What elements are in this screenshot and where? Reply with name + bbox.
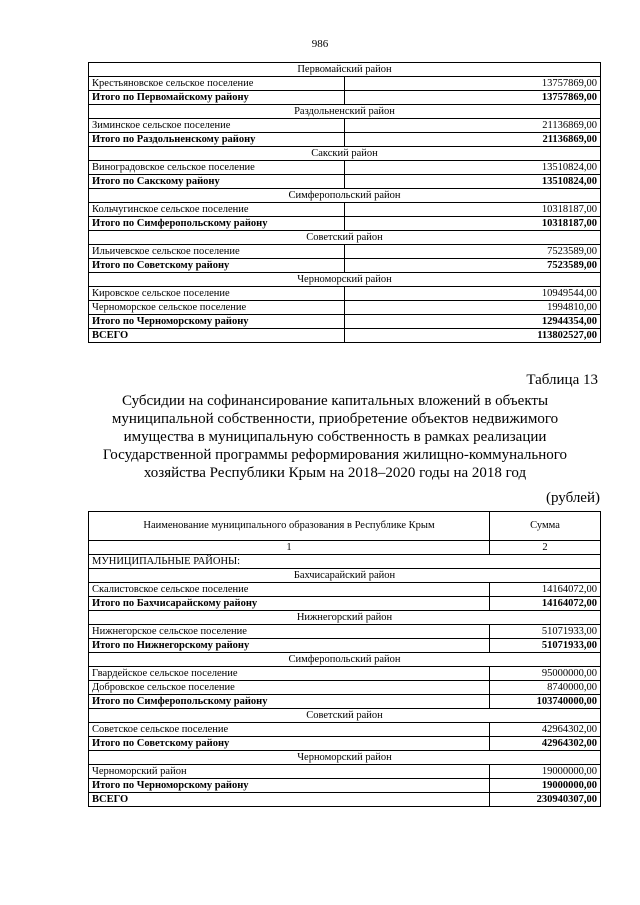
name-cell: Скалистовское сельское поселение: [89, 583, 490, 597]
total-row: [89, 329, 601, 343]
subsidy-table-continued: [88, 62, 601, 343]
table-row: [89, 77, 601, 91]
amount-cell: 13510824,00: [345, 161, 601, 175]
amount-cell: 42964302,00: [490, 737, 601, 751]
table-row: [89, 161, 601, 175]
name-cell: Итого по Симферопольскому району: [89, 217, 345, 231]
region-cell: Нижнегорский район: [89, 611, 601, 625]
amount-cell: 21136869,00: [345, 133, 601, 147]
name-cell: Кировское сельское поселение: [89, 287, 345, 301]
title-line: хозяйства Республики Крым на 2018–2020 годы на 2018 год: [143, 465, 527, 481]
table-row: [89, 583, 601, 597]
total-row: [89, 779, 601, 793]
name-cell: Зиминское сельское поселение: [89, 119, 345, 133]
table-title: [70, 392, 600, 482]
amount-cell: 21136869,00: [345, 119, 601, 133]
amount-cell: 14164072,00: [490, 583, 601, 597]
name-cell: Итого по Раздольненскому району: [89, 133, 345, 147]
region-cell: Симферопольский район: [89, 653, 601, 667]
region-cell: Советский район: [89, 231, 601, 245]
subsidy-table-13: [88, 511, 601, 807]
name-cell: ВСЕГО: [89, 793, 490, 807]
name-cell: Итого по Сакскому району: [89, 175, 345, 189]
table-label: Таблица 13: [526, 372, 598, 388]
table-row: [89, 667, 601, 681]
amount-cell: 12944354,00: [345, 315, 601, 329]
section-cell: МУНИЦИПАЛЬНЫЕ РАЙОНЫ:: [89, 555, 601, 569]
region-row: [89, 147, 601, 161]
name-cell: Гвардейское сельское поселение: [89, 667, 490, 681]
amount-cell: 14164072,00: [490, 597, 601, 611]
amount-cell: 7523589,00: [345, 245, 601, 259]
amount-cell: 19000000,00: [490, 779, 601, 793]
region-row: [89, 569, 601, 583]
amount-cell: 42964302,00: [490, 723, 601, 737]
header-name-cell: Наименование муниципального образования в Республике Крым: [89, 512, 490, 541]
name-cell: Черноморский район: [89, 765, 490, 779]
amount-cell: 10318187,00: [345, 217, 601, 231]
total-row: [89, 91, 601, 105]
title-line: имущества в муниципальную собственность в рамках реализации: [123, 429, 547, 445]
region-row: [89, 273, 601, 287]
name-cell: Итого по Черноморскому району: [89, 315, 345, 329]
table-header-row: [89, 512, 601, 541]
column-number-cell: 2: [490, 541, 601, 555]
name-cell: ВСЕГО: [89, 329, 345, 343]
table-row: [89, 203, 601, 217]
table-row: [89, 765, 601, 779]
name-cell: Итого по Советскому району: [89, 737, 490, 751]
table-row: [89, 119, 601, 133]
total-row: [89, 259, 601, 273]
amount-cell: 51071933,00: [490, 639, 601, 653]
amount-cell: 19000000,00: [490, 765, 601, 779]
total-row: [89, 597, 601, 611]
table-row: [89, 245, 601, 259]
amount-cell: 95000000,00: [490, 667, 601, 681]
total-row: [89, 695, 601, 709]
region-cell: Раздольненский район: [89, 105, 601, 119]
title-line: Государственной программы реформирования жилищно-коммунального: [102, 447, 568, 463]
region-row: [89, 63, 601, 77]
section-row: [89, 555, 601, 569]
name-cell: Итого по Советскому району: [89, 259, 345, 273]
name-cell: Виноградовское сельское поселение: [89, 161, 345, 175]
total-row: [89, 133, 601, 147]
amount-cell: 10318187,00: [345, 203, 601, 217]
title-line: Субсидии на софинансирование капитальных вложений в объекты: [121, 393, 549, 409]
name-cell: Итого по Симферопольскому району: [89, 695, 490, 709]
region-row: [89, 653, 601, 667]
name-cell: Советское сельское поселение: [89, 723, 490, 737]
name-cell: Итого по Черноморскому району: [89, 779, 490, 793]
name-cell: Черноморское сельское поселение: [89, 301, 345, 315]
region-cell: Симферопольский район: [89, 189, 601, 203]
title-line: муниципальной собственности, приобретение объектов недвижимого: [111, 411, 559, 427]
table-row: [89, 625, 601, 639]
total-row: [89, 175, 601, 189]
amount-cell: 51071933,00: [490, 625, 601, 639]
total-row: [89, 217, 601, 231]
region-cell: Бахчисарайский район: [89, 569, 601, 583]
header-amount-cell: Сумма: [490, 512, 601, 541]
name-cell: Итого по Нижнегорскому району: [89, 639, 490, 653]
total-row: [89, 315, 601, 329]
region-cell: Советский район: [89, 709, 601, 723]
name-cell: Итого по Первомайскому району: [89, 91, 345, 105]
region-row: [89, 231, 601, 245]
column-number-cell: 1: [89, 541, 490, 555]
name-cell: Итого по Бахчисарайскому району: [89, 597, 490, 611]
region-cell: Черноморский район: [89, 751, 601, 765]
region-row: [89, 751, 601, 765]
column-number-row: [89, 541, 601, 555]
region-row: [89, 105, 601, 119]
table-row: [89, 681, 601, 695]
region-row: [89, 611, 601, 625]
amount-cell: 10949544,00: [345, 287, 601, 301]
name-cell: Кольчугинское сельское поселение: [89, 203, 345, 217]
region-cell: Сакский район: [89, 147, 601, 161]
table-row: [89, 301, 601, 315]
name-cell: Крестьяновское сельское поселение: [89, 77, 345, 91]
name-cell: Добровское сельское поселение: [89, 681, 490, 695]
amount-cell: 1994810,00: [345, 301, 601, 315]
amount-cell: 13510824,00: [345, 175, 601, 189]
region-row: [89, 709, 601, 723]
region-cell: Черноморский район: [89, 273, 601, 287]
units-label: (рублей): [545, 490, 600, 506]
region-row: [89, 189, 601, 203]
amount-cell: 13757869,00: [345, 77, 601, 91]
name-cell: Нижнегорское сельское поселение: [89, 625, 490, 639]
amount-cell: 8740000,00: [490, 681, 601, 695]
total-row: [89, 793, 601, 807]
region-cell: Первомайский район: [89, 63, 601, 77]
amount-cell: 7523589,00: [345, 259, 601, 273]
amount-cell: 230940307,00: [490, 793, 601, 807]
total-row: [89, 639, 601, 653]
table-row: [89, 723, 601, 737]
page-number: 986: [311, 38, 329, 50]
amount-cell: 113802527,00: [345, 329, 601, 343]
table-row: [89, 287, 601, 301]
amount-cell: 13757869,00: [345, 91, 601, 105]
total-row: [89, 737, 601, 751]
name-cell: Ильичевское сельское поселение: [89, 245, 345, 259]
amount-cell: 103740000,00: [490, 695, 601, 709]
